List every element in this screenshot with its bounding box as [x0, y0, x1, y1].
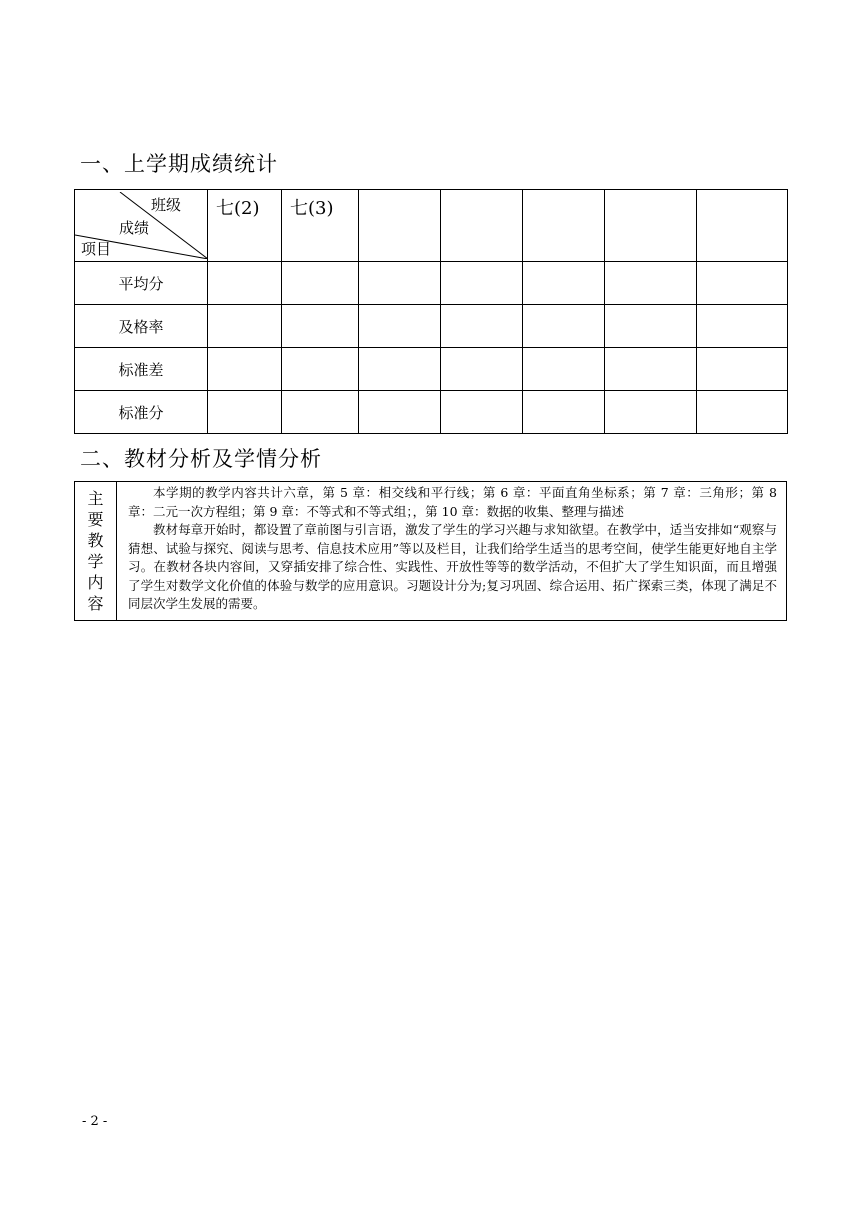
side-label-char: 容	[87, 593, 104, 613]
section-2-heading: 二、教材分析及学情分析	[80, 447, 322, 471]
table-row	[75, 482, 787, 621]
side-label-char: 内	[87, 572, 104, 592]
table-cell	[523, 348, 605, 391]
table-cell	[697, 391, 788, 434]
table-cell	[523, 305, 605, 348]
header-item-label: 项目	[81, 240, 112, 258]
section-1-heading: 一、上学期成绩统计	[80, 152, 278, 176]
table-cell	[605, 305, 697, 348]
class-column-header	[697, 190, 788, 262]
table-cell	[359, 305, 441, 348]
diagonal-header-cell	[75, 190, 208, 262]
table-cell	[359, 348, 441, 391]
header-class-label: 班级	[151, 196, 182, 214]
content-paragraph: 本学期的教学内容共计六章，第 5 章：相交线和平行线；第 6 章：平面直角坐标系；第 7 章：三角形；第 8 章：二元一次方程组；第 9 章：不等式和不等式组；，第 10 章：数据的收集、整理与描述	[128, 485, 777, 519]
table-cell	[359, 391, 441, 434]
table-cell	[605, 348, 697, 391]
content-text-cell	[117, 482, 787, 621]
table-cell	[441, 391, 523, 434]
header-score-label: 成绩	[119, 219, 150, 237]
table-cell	[441, 305, 523, 348]
table-cell	[208, 305, 282, 348]
class-column-header: 七(2)	[208, 190, 282, 262]
table-cell	[359, 262, 441, 305]
table-cell	[208, 262, 282, 305]
table-row	[75, 391, 788, 434]
side-label	[75, 482, 117, 621]
table-row	[75, 305, 788, 348]
side-label-char: 教	[87, 530, 104, 550]
side-label-char: 主	[87, 488, 104, 508]
class-column-header	[605, 190, 697, 262]
class-column-header	[523, 190, 605, 262]
table-cell	[282, 391, 359, 434]
table-cell	[605, 262, 697, 305]
table-header-row	[75, 190, 788, 262]
teaching-content-table	[74, 481, 787, 621]
table-cell	[282, 305, 359, 348]
table-cell	[697, 262, 788, 305]
row-label-std-dev: 标准差	[75, 348, 208, 391]
side-label-char: 要	[87, 509, 104, 529]
side-label-char: 学	[87, 551, 104, 571]
table-cell	[441, 348, 523, 391]
row-label-average: 平均分	[75, 262, 208, 305]
table-cell	[208, 348, 282, 391]
class-column-header	[359, 190, 441, 262]
table-cell	[523, 262, 605, 305]
table-row	[75, 262, 788, 305]
table-cell	[697, 305, 788, 348]
table-cell	[208, 391, 282, 434]
row-label-pass-rate: 及格率	[75, 305, 208, 348]
row-label-std-score: 标准分	[75, 391, 208, 434]
content-paragraph: 教材每章开始时，都设置了章前图与引言语，激发了学生的学习兴趣与求知欲望。在教学中，适当安排如“观察与猜想、试验与探究、阅读与思考、信息技术应用”等以及栏目，让我们给学生适当的思考空间，使学生能更好地自主学习。在教材各块内容间，又穿插安排了综合性、实践性、开放性等等的数学活动，不但扩大了学生知识面，而且增强了学生对数学文化价值的体验与数学的应用意识。习题设计分为;复习巩固、综合运用、拓广探索三类，体现了满足不同层次学生发展的需要。	[128, 522, 777, 611]
table-cell	[282, 262, 359, 305]
table-cell	[282, 348, 359, 391]
class-column-header: 七(3)	[282, 190, 359, 262]
table-cell	[523, 391, 605, 434]
page-number: - 2 -	[82, 1114, 108, 1129]
class-column-header	[441, 190, 523, 262]
table-cell	[441, 262, 523, 305]
table-cell	[605, 391, 697, 434]
table-row	[75, 348, 788, 391]
score-statistics-table	[74, 189, 788, 434]
table-cell	[697, 348, 788, 391]
